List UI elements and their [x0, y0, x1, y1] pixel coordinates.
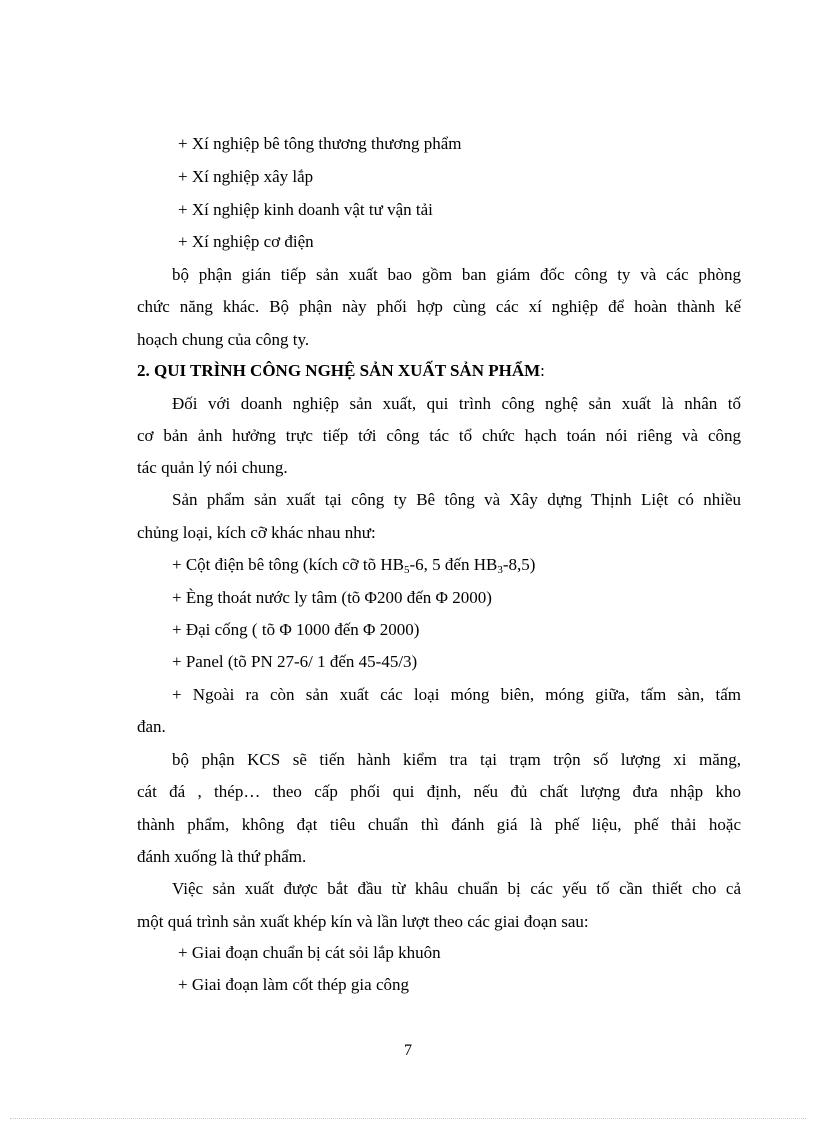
- paragraph-line: cát đá , thép… theo cấp phối qui định, nếu đủ chất lượng đưa nhập kho: [137, 782, 741, 801]
- bullet-line: + Xí nghiệp xây lắp: [178, 167, 314, 186]
- paragraph-line: bộ phận KCS sẽ tiến hành kiểm tra tại trạm trộn số lượng xi măng,: [172, 750, 741, 769]
- paragraph-line: Đối với doanh nghiệp sản xuất, qui trình công nghệ sản xuất là nhân tố: [172, 394, 741, 413]
- section-heading-text: 2. QUI TRÌNH CÔNG NGHỆ SẢN XUẤT SẢN PHẨM: [137, 361, 541, 380]
- section-heading: [137, 360, 545, 382]
- paragraph-line: hoạch chung của công ty.: [137, 330, 310, 349]
- bullet-line: + Giai đoạn làm cốt thép gia công: [178, 975, 409, 994]
- paragraph-line: chủng loại, kích cỡ khác nhau như:: [137, 523, 376, 542]
- paragraph-line: đánh xuống là thứ phẩm.: [137, 847, 307, 866]
- paragraph-line: chức năng khác. Bộ phận này phối hợp cùng các xí nghiệp để hoàn thành kế: [137, 297, 741, 316]
- bullet-line: + Ngoài ra còn sản xuất các loại móng biên, móng giữa, tấm sàn, tấm: [172, 685, 741, 704]
- bullet-line: + Giai đoạn chuẩn bị cát sỏi lắp khuôn: [178, 943, 441, 962]
- bullet-line: + Panel (tõ PN 27-6/ 1 đến 45-45/3): [172, 652, 418, 671]
- section-heading-colon: :: [540, 361, 545, 380]
- bullet-line: + Cột điện bê tông (kích cỡ tõ $HB_5-6$, 5 đến $HB_3-8,5$): [172, 555, 536, 576]
- paragraph-line: đan.: [137, 717, 166, 736]
- bullet-line: + Xí nghiệp bê tông thương thương phẩm: [178, 134, 462, 153]
- bullet-line: + Xí nghiệp cơ điện: [178, 232, 314, 251]
- bullet-line: + Đại cống ( tõ Φ 1000 đến Φ 2000): [172, 620, 420, 639]
- bullet-line: + Xí nghiệp kinh doanh vật tư vận tải: [178, 200, 433, 219]
- paragraph-line: một quá trình sản xuất khép kín và lần lượt theo các giai đoạn sau:: [137, 912, 589, 931]
- paragraph-line: cơ bản ảnh hưởng trực tiếp tới công tác tổ chức hạch toán nói riêng và công: [137, 426, 741, 445]
- bullet-line: + Èng thoát nước ly tâm (tõ Φ200 đến Φ 2000): [172, 588, 492, 607]
- page-bottom-divider: [10, 1118, 806, 1119]
- paragraph-line: tác quản lý nói chung.: [137, 458, 288, 477]
- page-number: 7: [404, 1042, 412, 1059]
- paragraph-line: bộ phận gián tiếp sản xuất bao gồm ban giám đốc công ty và các phòng: [172, 265, 741, 284]
- paragraph-line: thành phẩm, không đạt tiêu chuẩn thì đánh giá là phế liệu, phế thải hoặc: [137, 815, 741, 834]
- paragraph-line: Việc sản xuất được bắt đầu từ khâu chuẩn bị các yếu tố cần thiết cho cả: [172, 879, 741, 898]
- paragraph-line: Sản phẩm sản xuất tại công ty Bê tông và Xây dựng Thịnh Liệt có nhiều: [172, 490, 741, 509]
